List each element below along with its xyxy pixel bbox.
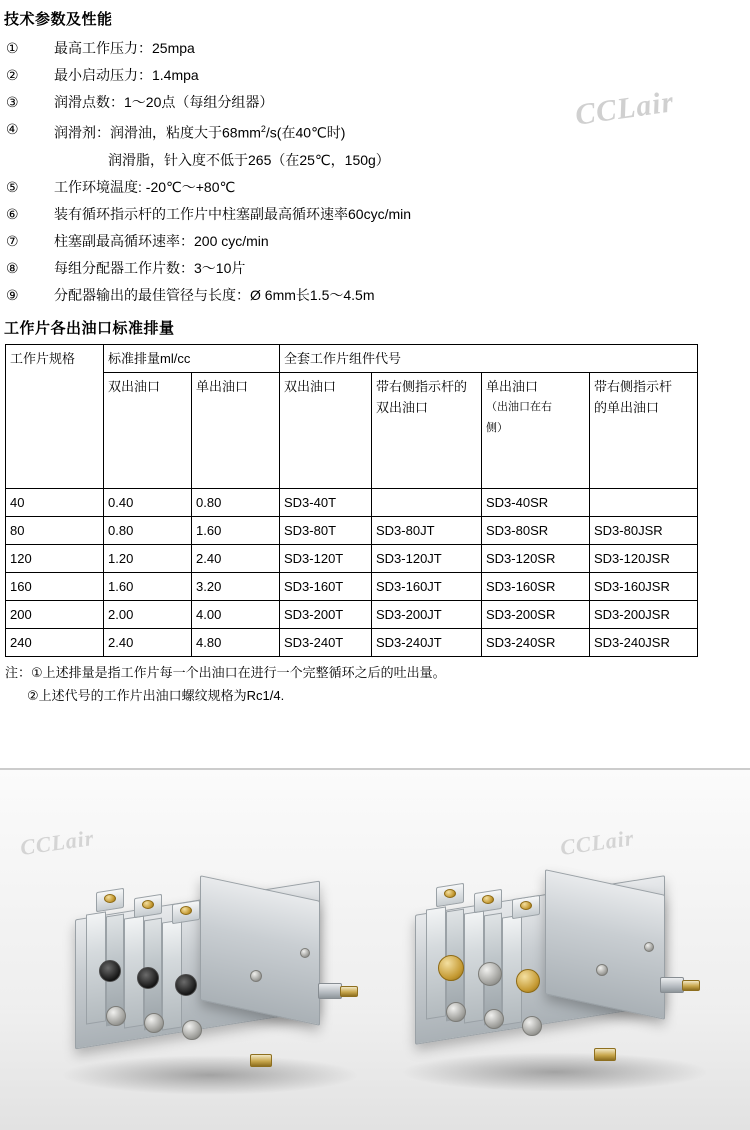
right-outlet-2 <box>484 1009 504 1029</box>
subheader-line: 带右侧指示杆的 <box>376 378 468 394</box>
spec-item-number: ⑨ <box>6 286 19 303</box>
left-inlet-nut <box>318 983 342 999</box>
table-notes <box>0 661 750 707</box>
displacement-table <box>5 344 698 657</box>
subheader-line: 双出油口 <box>284 378 337 394</box>
cell-code-single: SD3-80SR <box>482 516 590 544</box>
right-indicator-screw-2 <box>482 895 494 904</box>
right-brass-port-1 <box>438 955 464 981</box>
cell-code-dual-indicator: SD3-160JT <box>372 572 482 600</box>
cell-code-dual: SD3-200T <box>280 600 372 628</box>
cell-single-ml: 2.40 <box>192 544 280 572</box>
cell-single-ml: 0.80 <box>192 488 280 516</box>
spec-item <box>0 255 750 282</box>
spec-item <box>0 116 750 147</box>
spec-item-text: 润滑点数：1～20点（每组分组器） <box>54 94 274 110</box>
spec-item-number: ③ <box>6 94 19 110</box>
cell-code-single: SD3-200SR <box>482 600 590 628</box>
table-header-displacement: 标准排量ml/cc <box>104 344 280 372</box>
right-inlet-fitting <box>682 980 700 991</box>
left-side-screw-b <box>300 948 310 958</box>
table-row <box>6 572 698 600</box>
cell-code-single: SD3-160SR <box>482 572 590 600</box>
cell-single-ml: 3.20 <box>192 572 280 600</box>
note-line-1: 注：①上述排量是指工作片每一个出油口在进行一个完整循环之后的吐出量。 <box>5 664 446 680</box>
cell-dual-ml: 2.40 <box>104 628 192 656</box>
cell-code-dual-indicator: SD3-200JT <box>372 600 482 628</box>
subheader-line: （出油口在右 <box>486 400 552 413</box>
spec-item-text: 装有循环指示杆的工作片中柱塞副最高循环速率60cyc/min <box>54 205 412 222</box>
cell-code-single-indicator: SD3-80JSR <box>590 516 698 544</box>
table-row <box>6 628 698 656</box>
cell-code-dual: SD3-40T <box>280 488 372 516</box>
spec-item-subline: 润滑脂，针入度不低于265（在25℃，150g） <box>108 151 390 168</box>
cell-spec: 240 <box>6 628 104 656</box>
right-outlet-1 <box>446 1002 466 1022</box>
cell-single-ml: 4.00 <box>192 600 280 628</box>
spec-item-text: 分配器输出的最佳管径与长度：Ø 6mm长1.5～4.5m <box>54 286 375 303</box>
cell-spec: 160 <box>6 572 104 600</box>
spec-item-number: ② <box>6 67 19 83</box>
spec-item-number: ⑥ <box>6 205 19 222</box>
subheader-line: 带右侧指示杆 <box>594 378 673 394</box>
left-port-3 <box>175 974 197 996</box>
spec-item <box>0 201 750 228</box>
table-subheader-code-single-outlet <box>482 372 590 488</box>
right-plate-5 <box>502 914 522 1025</box>
cell-code-single: SD3-120SR <box>482 544 590 572</box>
cell-code-single-indicator: SD3-120JSR <box>590 544 698 572</box>
cell-code-dual: SD3-80T <box>280 516 372 544</box>
right-port-2 <box>478 962 502 986</box>
left-outlet-1 <box>106 1006 126 1026</box>
cell-code-single-indicator <box>590 488 698 516</box>
cell-code-single: SD3-40SR <box>482 488 590 516</box>
spec-item <box>0 89 750 116</box>
spec-item <box>0 228 750 255</box>
right-front-fitting <box>594 1048 616 1061</box>
spec-item-number: ⑧ <box>6 259 19 276</box>
right-inlet-nut <box>660 977 684 993</box>
cell-spec: 80 <box>6 516 104 544</box>
cell-single-ml: 1.60 <box>192 516 280 544</box>
cell-spec: 40 <box>6 488 104 516</box>
subheader-line: 侧） <box>486 421 508 434</box>
table-row <box>6 516 698 544</box>
cell-code-single-indicator: SD3-240JSR <box>590 628 698 656</box>
table-header-row-2 <box>6 372 698 488</box>
spec-item-number: ⑤ <box>6 178 19 195</box>
spec-item-number: ① <box>6 40 19 56</box>
left-outlet-2 <box>144 1013 164 1033</box>
cell-dual-ml: 0.40 <box>104 488 192 516</box>
left-outlet-3 <box>182 1020 202 1040</box>
subheader-line: 双出油口 <box>108 378 161 394</box>
spec-item <box>0 35 750 62</box>
spec-item-text <box>54 116 750 147</box>
table-subheader-code-dual-indicator <box>372 372 482 488</box>
table-header-code-group: 全套工作片组件代号 <box>280 344 698 372</box>
product-photo <box>0 770 750 1130</box>
watermark-text: CCLair <box>573 85 677 132</box>
right-shadow <box>400 1052 710 1092</box>
cell-code-dual-indicator: SD3-80JT <box>372 516 482 544</box>
cell-code-dual-indicator: SD3-120JT <box>372 544 482 572</box>
subheader-line: 双出油口 <box>376 399 429 415</box>
note-line-2: ②上述代号的工作片出油口螺纹规格为Rc1/4. <box>27 687 285 703</box>
cell-dual-ml: 2.00 <box>104 600 192 628</box>
cell-dual-ml: 1.60 <box>104 572 192 600</box>
spec-list <box>0 35 750 309</box>
left-indicator-screw-3 <box>180 906 192 915</box>
table-header-row-1 <box>6 344 698 372</box>
cell-code-dual: SD3-120T <box>280 544 372 572</box>
spec-item-number: ⑦ <box>6 232 19 249</box>
spec-section-title: 技术参数及性能 <box>4 11 113 28</box>
spec-item-superscript: 2 <box>260 124 266 134</box>
table-header-spec: 工作片规格 <box>6 344 104 488</box>
subheader-line: 单出油口 <box>196 378 249 394</box>
right-brass-port-3 <box>516 969 540 993</box>
spec-item-text: 每组分配器工作片数：3～10片 <box>54 259 246 276</box>
table-subheader-code-dual-outlet <box>280 372 372 488</box>
cell-code-single: SD3-240SR <box>482 628 590 656</box>
table-subheader-dual-outlet <box>104 372 192 488</box>
cell-code-dual: SD3-160T <box>280 572 372 600</box>
table-row <box>6 600 698 628</box>
cell-dual-ml: 1.20 <box>104 544 192 572</box>
right-indicator-screw-3 <box>520 901 532 910</box>
spec-item-text: 柱塞副最高循环速率：200 cyc/min <box>54 232 269 249</box>
cell-code-single-indicator: SD3-160JSR <box>590 572 698 600</box>
cell-spec: 120 <box>6 544 104 572</box>
spec-item <box>0 174 750 201</box>
table-row <box>6 544 698 572</box>
left-port-2 <box>137 967 159 989</box>
left-side-screw-a <box>250 970 262 982</box>
cell-code-dual: SD3-240T <box>280 628 372 656</box>
table-subheader-code-single-indicator <box>590 372 698 488</box>
cell-dual-ml: 0.80 <box>104 516 192 544</box>
right-indicator-screw-1 <box>444 889 456 898</box>
table-row <box>6 488 698 516</box>
cell-spec: 200 <box>6 600 104 628</box>
left-port-1 <box>99 960 121 982</box>
watermark-text: CCLair <box>18 824 96 861</box>
cell-code-single-indicator: SD3-200JSR <box>590 600 698 628</box>
left-inlet-fitting <box>340 986 358 997</box>
table-section-title: 工作片各出油口标准排量 <box>4 319 175 337</box>
table-subheader-single-outlet <box>192 372 280 488</box>
spec-item-text-main: 润滑剂：润滑油，粘度大于68mm <box>54 124 261 141</box>
spec-item-text: 工作环境温度: -20℃～+80℃ <box>54 178 236 195</box>
left-indicator-screw-2 <box>142 900 154 909</box>
spec-item-number: ④ <box>6 121 19 137</box>
left-indicator-screw-1 <box>104 894 116 903</box>
left-shadow <box>60 1055 360 1095</box>
spec-item <box>0 282 750 309</box>
left-front-fitting <box>250 1054 272 1067</box>
watermark-text: CCLair <box>558 824 636 861</box>
subheader-line: 的单出油口 <box>594 399 660 415</box>
cell-code-dual-indicator <box>372 488 482 516</box>
right-side-screw-a <box>596 964 608 976</box>
spec-item <box>0 62 750 89</box>
subheader-line: 单出油口 <box>486 378 539 394</box>
cell-single-ml: 4.80 <box>192 628 280 656</box>
spec-item-text: 最小启动压力：1.4mpa <box>54 67 199 83</box>
spec-item-text-tail: /s(在40℃时) <box>265 124 346 141</box>
right-outlet-3 <box>522 1016 542 1036</box>
right-side-screw-b <box>644 942 654 952</box>
cell-code-dual-indicator: SD3-240JT <box>372 628 482 656</box>
spec-item-text: 最高工作压力：25mpa <box>54 40 195 56</box>
